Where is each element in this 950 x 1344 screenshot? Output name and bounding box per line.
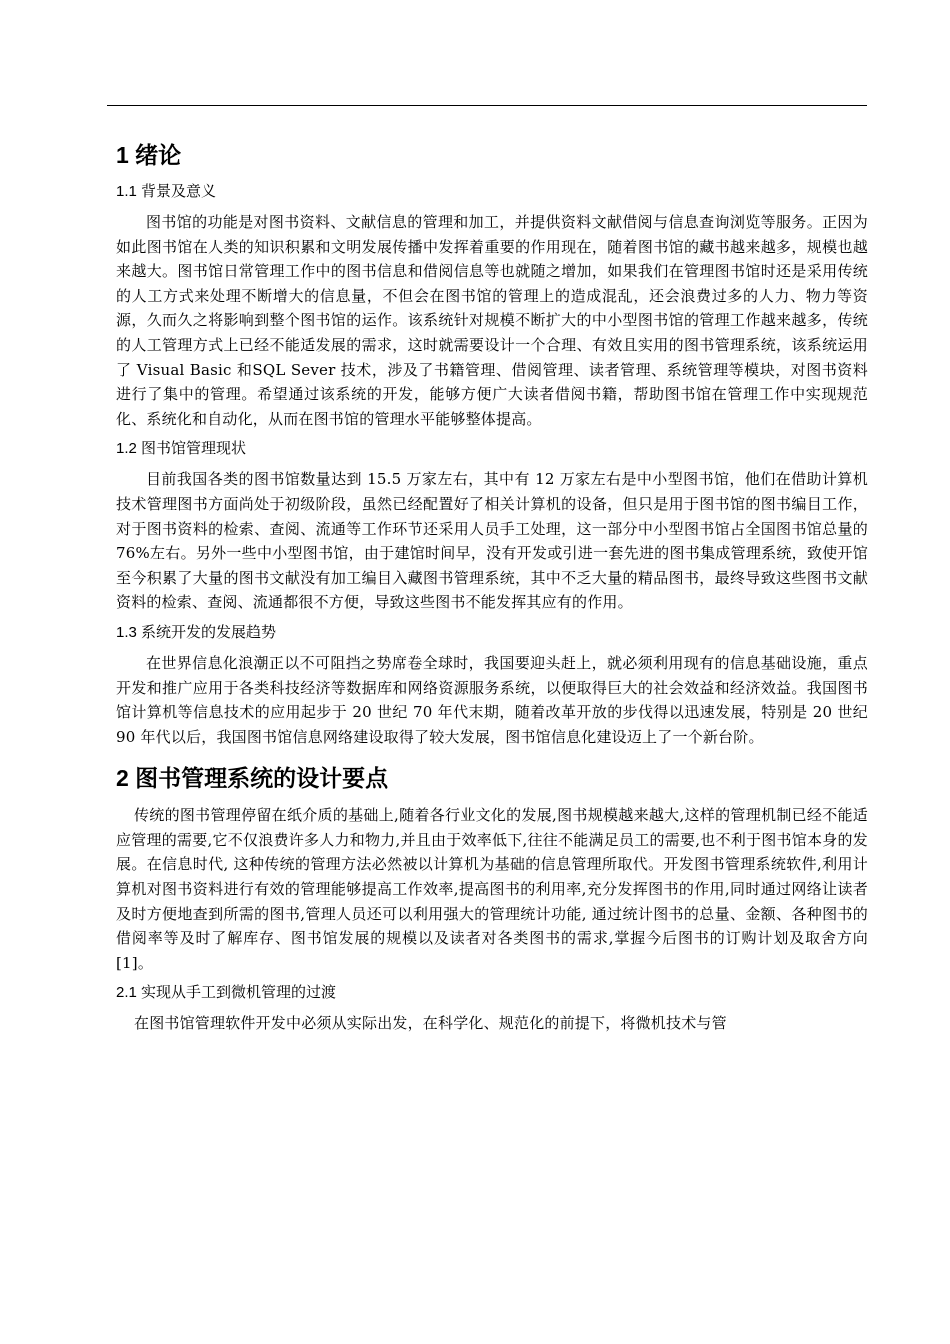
section-1-2-paragraph: 目前我国各类的图书馆数量达到 15.5 万家左右，其中有 12 万家左右是中小型图书馆，他们在借助计算机技术管理图书方面尚处于初级阶段，虽然已经配置好了相关计算机的设备，但只是用于图书馆的图书编目工作，对于图书资料的检索、查阅、流通等工作环节还采用人员手工处理，这一部分中小型图书馆占全国图书馆总量的 76%左右。另外一些中小型图书馆，由于建馆时间早，没有开发或引进一套先进的图书集成管理系统，致使开馆至今积累了大量的图书文献没有加工编目入藏图书管理系统，其中不乏大量的精品图书，最终导致这些图书文献资料的检索、查阅、流通都很不方便，导致这些图书不能发挥其应有的作用。 xyxy=(116,470,868,612)
section-1-1-paragraph: 图书馆的功能是对图书资料、文献信息的管理和加工，并提供资料文献借阅与信息查询浏览等服务。正因为如此图书馆在人类的知识积累和文明发展传播中发挥着重要的作用现在，随着图书馆的藏书越来越多，规模也越来越大。图书馆日常管理工作中的图书信息和借阅信息等也就随之增加，如果我们在管理图书馆时还是采用传统的人工方式来处理不断增大的信息量，不但会在图书馆的管理上的造成混乱，还会浪费过多的人力、物力等资源，久而久之将影响到整个图书馆的运作。该系统针对规模不断扩大的中小型图书馆的管理工作越来越多，传统的人工管理方式上已经不能适发展的需求，这时就需要设计一个合理、有效且实用的图书管理系统，该系统运用了 Visual Basic 和SQL Sever 技术，涉及了书籍管理、借阅管理、读者管理、系统管理等模块，对图书资料进行了集中的管理。希望通过该系统的开发，能够方便广大读者借阅书籍，帮助图书馆在管理工作中实现规范化、系统化和自动化，从而在图书馆的管理水平能够整体提高。 xyxy=(116,213,868,428)
chapter-2-intro-paragraph: 传统的图书管理停留在纸介质的基础上,随着各行业文化的发展,图书规模越来越大,这样的管理机制已经不能适应管理的需要,它不仅浪费许多人力和物力,并且由于效率低下,往往不能满足员工的需要,也不利于图书馆本身的发展。在信息时代, 这种传统的管理方法必然被以计算机为基础的信息管理所取代。开发图书管理系统软件,利用计算机对图书资料进行有效的管理能够提高工作效率,提高图书的利用率,充分发挥图书的作用,同时通过网络让读者及时方便地查到所需的图书,管理人员还可以利用强大的管理统计功能, 通过统计图书的总量、金额、各种图书的借阅率等及时了解库存、图书馆发展的规模以及读者对各类图书的需求,掌握今后图书的订购计划及取舍方向[1]。 xyxy=(116,806,868,972)
section-1-3-heading: 1.3 系统开发的发展趋势 xyxy=(116,623,277,641)
section-2-1-heading: 2.1 实现从手工到微机管理的过渡 xyxy=(116,984,337,1002)
section-2-1-paragraph: 在图书馆管理软件开发中必须从实际出发，在科学化、规范化的前提下，将微机技术与管 xyxy=(134,1014,727,1033)
section-1-1-heading: 1.1 背景及意义 xyxy=(116,183,217,200)
section-1-2-heading: 1.2 图书馆管理现状 xyxy=(116,440,247,458)
document-body xyxy=(116,138,868,1042)
section-1-3-paragraph: 在世界信息化浪潮正以不可阻挡之势席卷全球时，我国要迎头赶上，就必须利用现有的信息基础设施，重点开发和推广应用于各类科技经济等数据库和网络资源服务系统，以便取得巨大的社会效益和经济效益。我国图书馆计算机等信息技术的应用起步于 20 世纪 70 年代末期，随着改革开放的步伐得以迅速发展，特别是 20 世纪 90 年代以后，我国图书馆信息网络建设取得了较大发展，图书馆信息化建设迈上了一个新台阶。 xyxy=(116,653,868,746)
header-rule xyxy=(107,105,867,106)
chapter-1-title: 1 绪论 xyxy=(116,142,182,168)
chapter-2-title: 2 图书管理系统的设计要点 xyxy=(116,765,389,792)
